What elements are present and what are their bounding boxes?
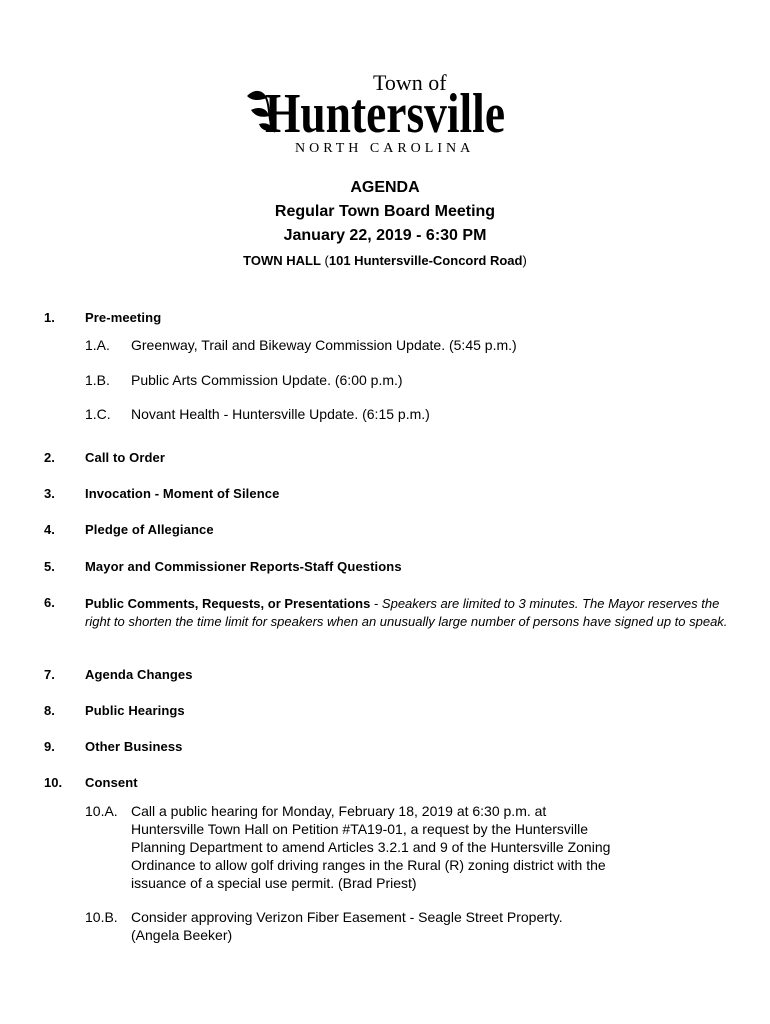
- item-number: 2.: [44, 450, 55, 465]
- item-title-public-hearings: Public Hearings: [85, 703, 185, 718]
- item-title-pledge: Pledge of Allegiance: [85, 522, 214, 537]
- item-number: 10.: [44, 775, 63, 790]
- subitem-number: 1.B.: [85, 372, 110, 388]
- item-number: 4.: [44, 522, 55, 537]
- item-title-invocation: Invocation - Moment of Silence: [85, 486, 280, 501]
- item-number: 9.: [44, 739, 55, 754]
- subitem-number: 1.A.: [85, 337, 110, 353]
- meeting-date: January 22, 2019 - 6:30 PM: [283, 227, 487, 244]
- subitem-greenway-update: Greenway, Trail and Bikeway Commission Update. (5:45 p.m.): [131, 337, 517, 353]
- item-title-agenda-changes: Agenda Changes: [85, 667, 193, 682]
- subitem-line: Planning Department to amend Articles 3.2.1 and 9 of the Huntersville Zoning: [131, 839, 611, 855]
- subitem-number: 1.C.: [85, 406, 111, 422]
- subitem-public-arts-update: Public Arts Commission Update. (6:00 p.m.): [131, 372, 403, 388]
- subitem-number: 10.A.: [85, 803, 118, 819]
- subitem-line: (Angela Beeker): [131, 927, 233, 943]
- item-number: 3.: [44, 486, 55, 501]
- item-title-call-to-order: Call to Order: [85, 450, 166, 465]
- subitem-verizon-easement: [131, 908, 563, 944]
- logo-town-of: Town of: [373, 70, 447, 95]
- subitem-line: issuance of a special use permit. (Brad Priest): [131, 875, 417, 891]
- town-logo: [245, 66, 507, 158]
- logo-wordmark: Huntersville: [265, 83, 505, 145]
- subitem-novant-update: Novant Health - Huntersville Update. (6:15 p.m.): [131, 406, 430, 422]
- subitem-line: Call a public hearing for Monday, February 18, 2019 at 6:30 p.m. at: [131, 803, 547, 819]
- subitem-number: 10.B.: [85, 909, 118, 925]
- item-title-reports: Mayor and Commissioner Reports-Staff Questions: [85, 559, 402, 574]
- item-number: 5.: [44, 559, 55, 574]
- item-public-comments: Public Comments, Requests, or Presentations - Speakers are limited to 3 minutes. The Mayor reserves the right to shorten the time limit for speakers when an unusually large number of persons have signed up to speak.: [85, 596, 728, 629]
- meeting-title: Regular Town Board Meeting: [274, 203, 496, 220]
- logo-north-carolina: NORTH CAROLINA: [295, 141, 475, 156]
- location-name: TOWN HALL: [243, 253, 321, 268]
- subitem-line: Huntersville Town Hall on Petition #TA19-01, a request by the Huntersville: [131, 821, 589, 837]
- meeting-location: TOWN HALL (101 Huntersville-Concord Road): [243, 253, 527, 268]
- subitem-public-hearing-call: [131, 802, 610, 892]
- item-number: 6.: [44, 595, 55, 610]
- item-title-consent: Consent: [85, 775, 138, 790]
- item-number: 8.: [44, 703, 55, 718]
- public-comments-note: Speakers are limited to 3 minutes. The Mayor reserves the right to shorten the time limit for speakers when an unusually large number of persons have signed up to speak.: [85, 596, 728, 629]
- item-number: 1.: [44, 310, 55, 325]
- location-address: 101 Huntersville-Concord Road: [328, 253, 523, 268]
- item-title-pre-meeting: Pre-meeting: [85, 310, 162, 325]
- subitem-line: Consider approving Verizon Fiber Easement - Seagle Street Property.: [131, 909, 563, 925]
- subitem-line: Ordinance to allow golf driving ranges in the Rural (R) zoning district with the: [131, 857, 606, 873]
- item-title-other-business: Other Business: [85, 739, 183, 754]
- agenda-title: AGENDA: [350, 179, 420, 196]
- item-number: 7.: [44, 667, 55, 682]
- item-title-public-comments: Public Comments, Requests, or Presentations: [85, 596, 371, 611]
